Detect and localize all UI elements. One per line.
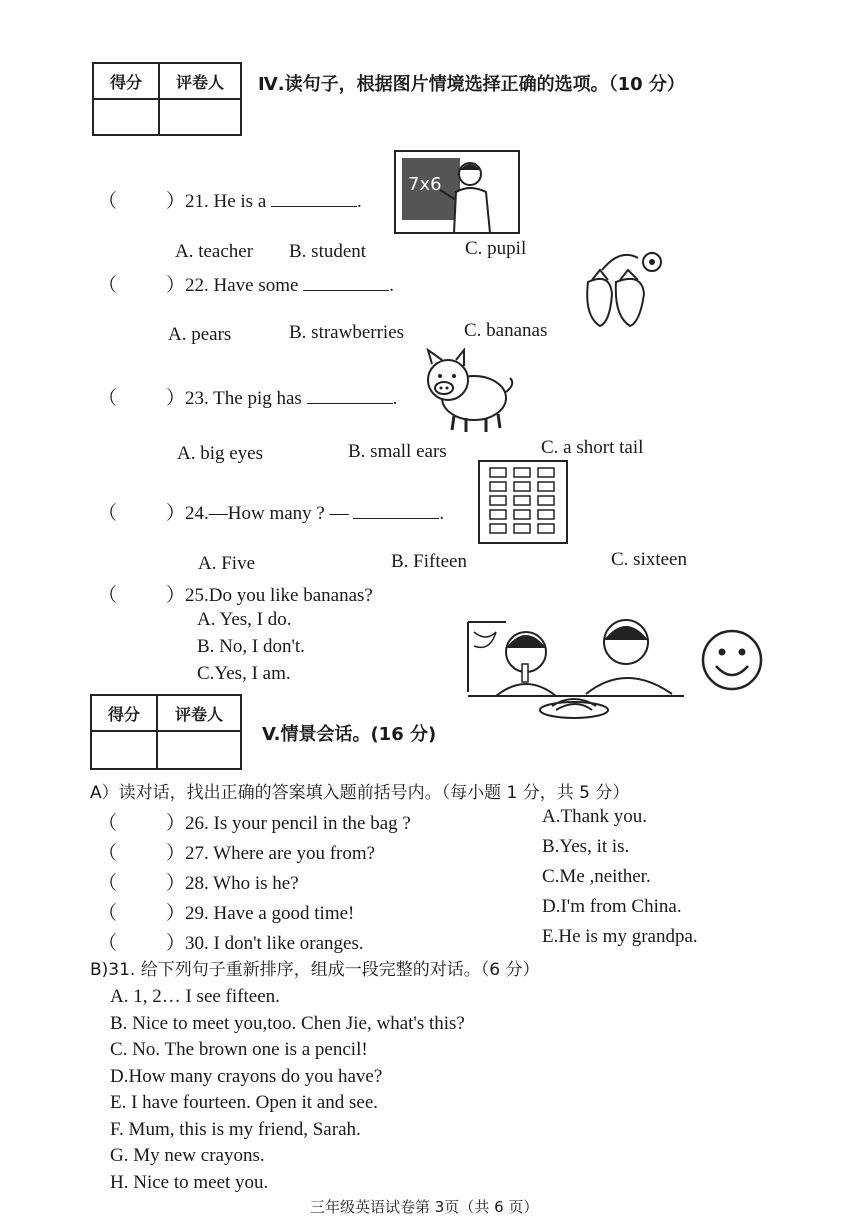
q22-option-c: C. bananas: [464, 320, 548, 341]
question-23-stem: ）23. The pig has: [166, 388, 302, 409]
score-label: 得分: [91, 695, 157, 731]
q23-option-b: B. small ears: [348, 441, 447, 462]
answer-paren-26[interactable]: （: [98, 813, 118, 834]
dialogue-sentence: E. I have fourteen. Open it and see.: [110, 1092, 379, 1113]
dialogue-sentence: A. 1, 2… I see fifteen.: [110, 986, 280, 1007]
question-24: [166, 498, 444, 525]
answer-paren-28[interactable]: （: [98, 873, 118, 894]
answer-option: E.He is my grandpa.: [542, 926, 698, 947]
grader-cell[interactable]: [159, 99, 241, 135]
question-23-end: .: [392, 388, 398, 409]
dialogue-sentence: H. Nice to meet you.: [110, 1171, 269, 1193]
score-label: 得分: [93, 63, 159, 99]
question-21: [166, 186, 362, 213]
box-icon: [514, 468, 530, 477]
question-21-stem: ）21. He is a: [166, 191, 267, 212]
svg-text:7x6: 7x6: [408, 174, 442, 195]
blank-23: [307, 387, 393, 404]
q21-option-c: C. pupil: [465, 238, 527, 259]
q21-option-b: B. student: [289, 241, 367, 262]
teacher-illustration: [394, 150, 520, 234]
answer-paren-23[interactable]: （: [98, 388, 118, 409]
question-27: ）27. Where are you from?: [166, 843, 376, 864]
box-icon: [490, 496, 506, 505]
answer-option: D.I'm from China.: [542, 896, 682, 917]
q23-option-a: A. big eyes: [177, 443, 264, 464]
box-icon: [514, 482, 530, 491]
question-22-end: .: [389, 275, 394, 296]
answer-paren-30[interactable]: （: [98, 933, 118, 954]
grader-cell[interactable]: [157, 731, 241, 769]
part-a-instruction: A）读对话，找出正确的答案填入题前括号内。（每小题 1 分，共 5 分）: [90, 783, 630, 803]
box-icon: [490, 468, 506, 477]
box-icon: [538, 524, 554, 533]
pig-illustration: [420, 348, 516, 434]
q24-option-b: B. Fifteen: [391, 551, 467, 572]
q25-option-a: A. Yes, I do.: [197, 609, 292, 630]
box-icon: [514, 510, 530, 519]
box-icon: [538, 510, 554, 519]
q21-option-a: A. teacher: [175, 241, 254, 262]
score-cell[interactable]: [93, 99, 159, 135]
box-icon: [514, 524, 530, 533]
box-icon: [490, 482, 506, 491]
answer-paren-24[interactable]: （: [98, 503, 118, 524]
answer-paren-27[interactable]: （: [98, 843, 118, 864]
question-29: ）29. Have a good time!: [166, 903, 355, 924]
page-footer: 三年级英语试卷第 3页（共 6 页）: [310, 1198, 539, 1216]
answer-option: C.Me ,neither.: [542, 866, 651, 887]
dialogue-sentence: G. My new crayons.: [110, 1145, 265, 1166]
answer-paren-25[interactable]: （: [98, 585, 118, 606]
q22-option-a: A. pears: [168, 324, 232, 345]
question-24-stem: ）24.—How many ? —: [166, 503, 349, 524]
question-30: ）30. I don't like oranges.: [166, 933, 364, 954]
box-icon: [538, 468, 554, 477]
smiley-face-icon: [700, 628, 764, 692]
question-22: [166, 270, 394, 297]
box-icon: [538, 482, 554, 491]
grader-label: 评卷人: [157, 695, 241, 731]
answer-paren-29[interactable]: （: [98, 903, 118, 924]
grader-label: 评卷人: [159, 63, 241, 99]
q22-option-b: B. strawberries: [289, 322, 405, 343]
score-box-section4: [92, 62, 242, 136]
section4-title: Ⅳ.读句子，根据图片情境选择正确的选项。（10 分）: [258, 74, 685, 95]
question-22-stem: ）22. Have some: [166, 275, 299, 296]
boxes-grid-illustration: [478, 460, 568, 544]
question-23: [166, 383, 397, 410]
question-28: ）28. Who is he?: [166, 873, 299, 894]
answer-option: B.Yes, it is.: [542, 836, 630, 857]
box-icon: [538, 496, 554, 505]
q24-option-c: C. sixteen: [611, 549, 687, 570]
children-eating-illustration: [466, 612, 686, 724]
question-25: ）25.Do you like bananas?: [166, 585, 373, 606]
box-icon: [514, 496, 530, 505]
question-26: ）26. Is your pencil in the bag ?: [166, 813, 411, 834]
blank-22: [303, 274, 389, 291]
blank-21: [271, 190, 357, 207]
answer-paren-22[interactable]: （: [98, 275, 118, 296]
score-cell[interactable]: [91, 731, 157, 769]
box-icon: [490, 510, 506, 519]
section5-title: V.情景会话。(16 分): [262, 724, 437, 745]
dialogue-sentence: B. Nice to meet you,too. Chen Jie, what's this?: [110, 1012, 465, 1034]
question-24-end: .: [439, 503, 445, 524]
answer-paren-21[interactable]: （: [98, 191, 118, 212]
blank-24: [353, 502, 439, 519]
dialogue-sentence: F. Mum, this is my friend, Sarah.: [110, 1118, 361, 1140]
strawberries-illustration: [580, 246, 670, 330]
q25-option-c: C.Yes, I am.: [197, 663, 291, 684]
box-icon: [490, 524, 506, 533]
score-box-section5: [90, 694, 242, 770]
dialogue-sentence: C. No. The brown one is a pencil!: [110, 1039, 368, 1060]
q23-option-c: C. a short tail: [541, 437, 644, 458]
dialogue-sentence: D.How many crayons do you have?: [110, 1065, 383, 1087]
answer-option: A.Thank you.: [542, 806, 648, 827]
part-b-instruction: B)31. 给下列句子重新排序，组成一段完整的对话。（6 分）: [90, 960, 540, 980]
q24-option-a: A. Five: [198, 553, 255, 574]
question-21-end: .: [357, 191, 362, 212]
q25-option-b: B. No, I don't.: [197, 636, 305, 657]
